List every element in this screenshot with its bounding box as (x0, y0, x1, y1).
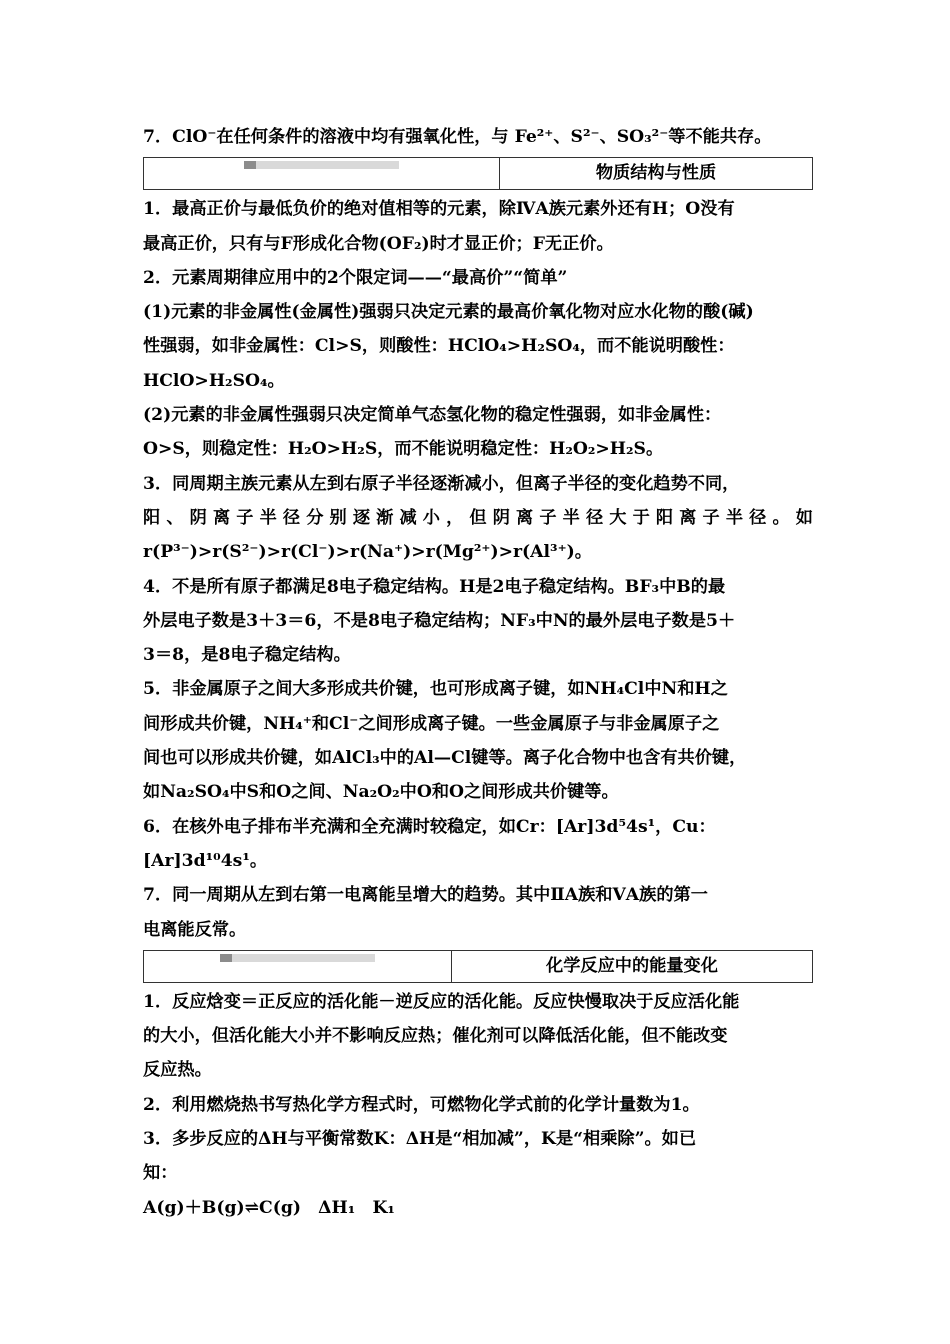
text-line: (2)元素的非金属性强弱只决定简单气态氢化物的稳定性强弱，如非金属性： (143, 405, 722, 426)
text-line: 反应热。 (143, 1060, 212, 1081)
section-header-energy (143, 950, 813, 983)
text-line: 知： (143, 1163, 178, 1184)
text-line: 电离能反常。 (143, 919, 247, 940)
section-title: 化学反应中的能量变化 (546, 955, 718, 976)
section-title: 物质结构与性质 (595, 163, 717, 184)
text-line: 如Na₂SO₄中S和O之间、Na₂O₂中O和O之间形成共价键等。 (143, 782, 619, 803)
text-line: HClO>H₂SO₄。 (143, 370, 285, 391)
text-line: 3．同周期主族元素从左到右原子半径逐渐减小，但离子半径的变化趋势不同， (143, 473, 740, 494)
text-line: 间也可以形成共价键，如AlCl₃中的Al—Cl键等。离子化合物中也含有共价键， (143, 748, 747, 769)
section-header-structure (143, 157, 813, 190)
text-line: 外层电子数是3＋3＝6，不是8电子稳定结构；NF₃中N的最外层电子数是5＋ (143, 610, 736, 631)
section-tag-bar (244, 161, 399, 169)
text-line: 6．在核外电子排布半充满和全充满时较稳定，如Cr：[Ar]3d⁵4s¹，Cu： (143, 816, 716, 837)
text-line: 5．非金属原子之间大多形成共价键，也可形成离子键，如NH₄Cl中N和H之 (143, 679, 728, 700)
text-line: 3＝8，是8电子稳定结构。 (143, 645, 351, 666)
section-tag-cell (144, 951, 452, 982)
text-line: 1．反应焓变＝正反应的活化能－逆反应的活化能。反应快慢取决于反应活化能 (143, 991, 740, 1012)
text-line: 4．不是所有原子都满足8电子稳定结构。H是2电子稳定结构。BF₃中B的最 (143, 576, 726, 597)
text-line: 2．元素周期律应用中的2个限定词——“最高价”“简单” (143, 267, 568, 288)
text-line: 性强弱，如非金属性：Cl>S，则酸性：HClO₄>H₂SO₄，而不能说明酸性： (143, 336, 735, 357)
text-line: 间形成共价键，NH₄⁺和Cl⁻之间形成离子键。一些金属原子与非金属原子之 (143, 713, 720, 734)
text-line: 3．多步反应的ΔH与平衡常数K：ΔH是“相加减”，K是“相乘除”。如已 (143, 1129, 697, 1150)
text-line: O>S，则稳定性：H₂O>H₂S，而不能说明稳定性：H₂O₂>H₂S。 (143, 439, 664, 460)
text-line: 阳、阴离子半径分别逐渐减小，但阴离子半径大于阳离子半径。如 (143, 507, 813, 528)
text-line: 最高正价，只有与F形成化合物(OF₂)时才显正价；F无正价。 (143, 233, 614, 254)
section-tag-cell (144, 158, 500, 189)
text-line: 1．最高正价与最低负价的绝对值相等的元素，除ⅣA族元素外还有H；O没有 (143, 199, 735, 220)
text-line: (1)元素的非金属性(金属性)强弱只决定元素的最高价氧化物对应水化物的酸(碱) (143, 302, 754, 323)
document-page (143, 120, 813, 1225)
section-tag-bar (220, 954, 375, 962)
section-number-badge (244, 161, 256, 169)
section-number-badge (220, 954, 232, 962)
text-line: 2．利用燃烧热书写热化学方程式时，可燃物化学式前的化学计量数为1。 (143, 1094, 700, 1115)
text-line: 7．ClO⁻在任何条件的溶液中均有强氧化性，与 Fe²⁺、S²⁻、SO₃²⁻等不能共存。 (143, 127, 772, 147)
text-line: A(g)＋B(g)⇌C(g) ΔH₁ K₁ (143, 1197, 395, 1218)
text-line: 7．同一周期从左到右第一电离能呈增大的趋势。其中ⅡA族和ⅤA族的第一 (143, 885, 708, 906)
text-line: 的大小，但活化能大小并不影响反应热；催化剂可以降低活化能，但不能改变 (143, 1026, 728, 1047)
text-line: r(P³⁻)>r(S²⁻)>r(Cl⁻)>r(Na⁺)>r(Mg²⁺)>r(Al³⁺)。 (143, 542, 592, 563)
text-line: [Ar]3d¹⁰4s¹。 (143, 850, 268, 871)
